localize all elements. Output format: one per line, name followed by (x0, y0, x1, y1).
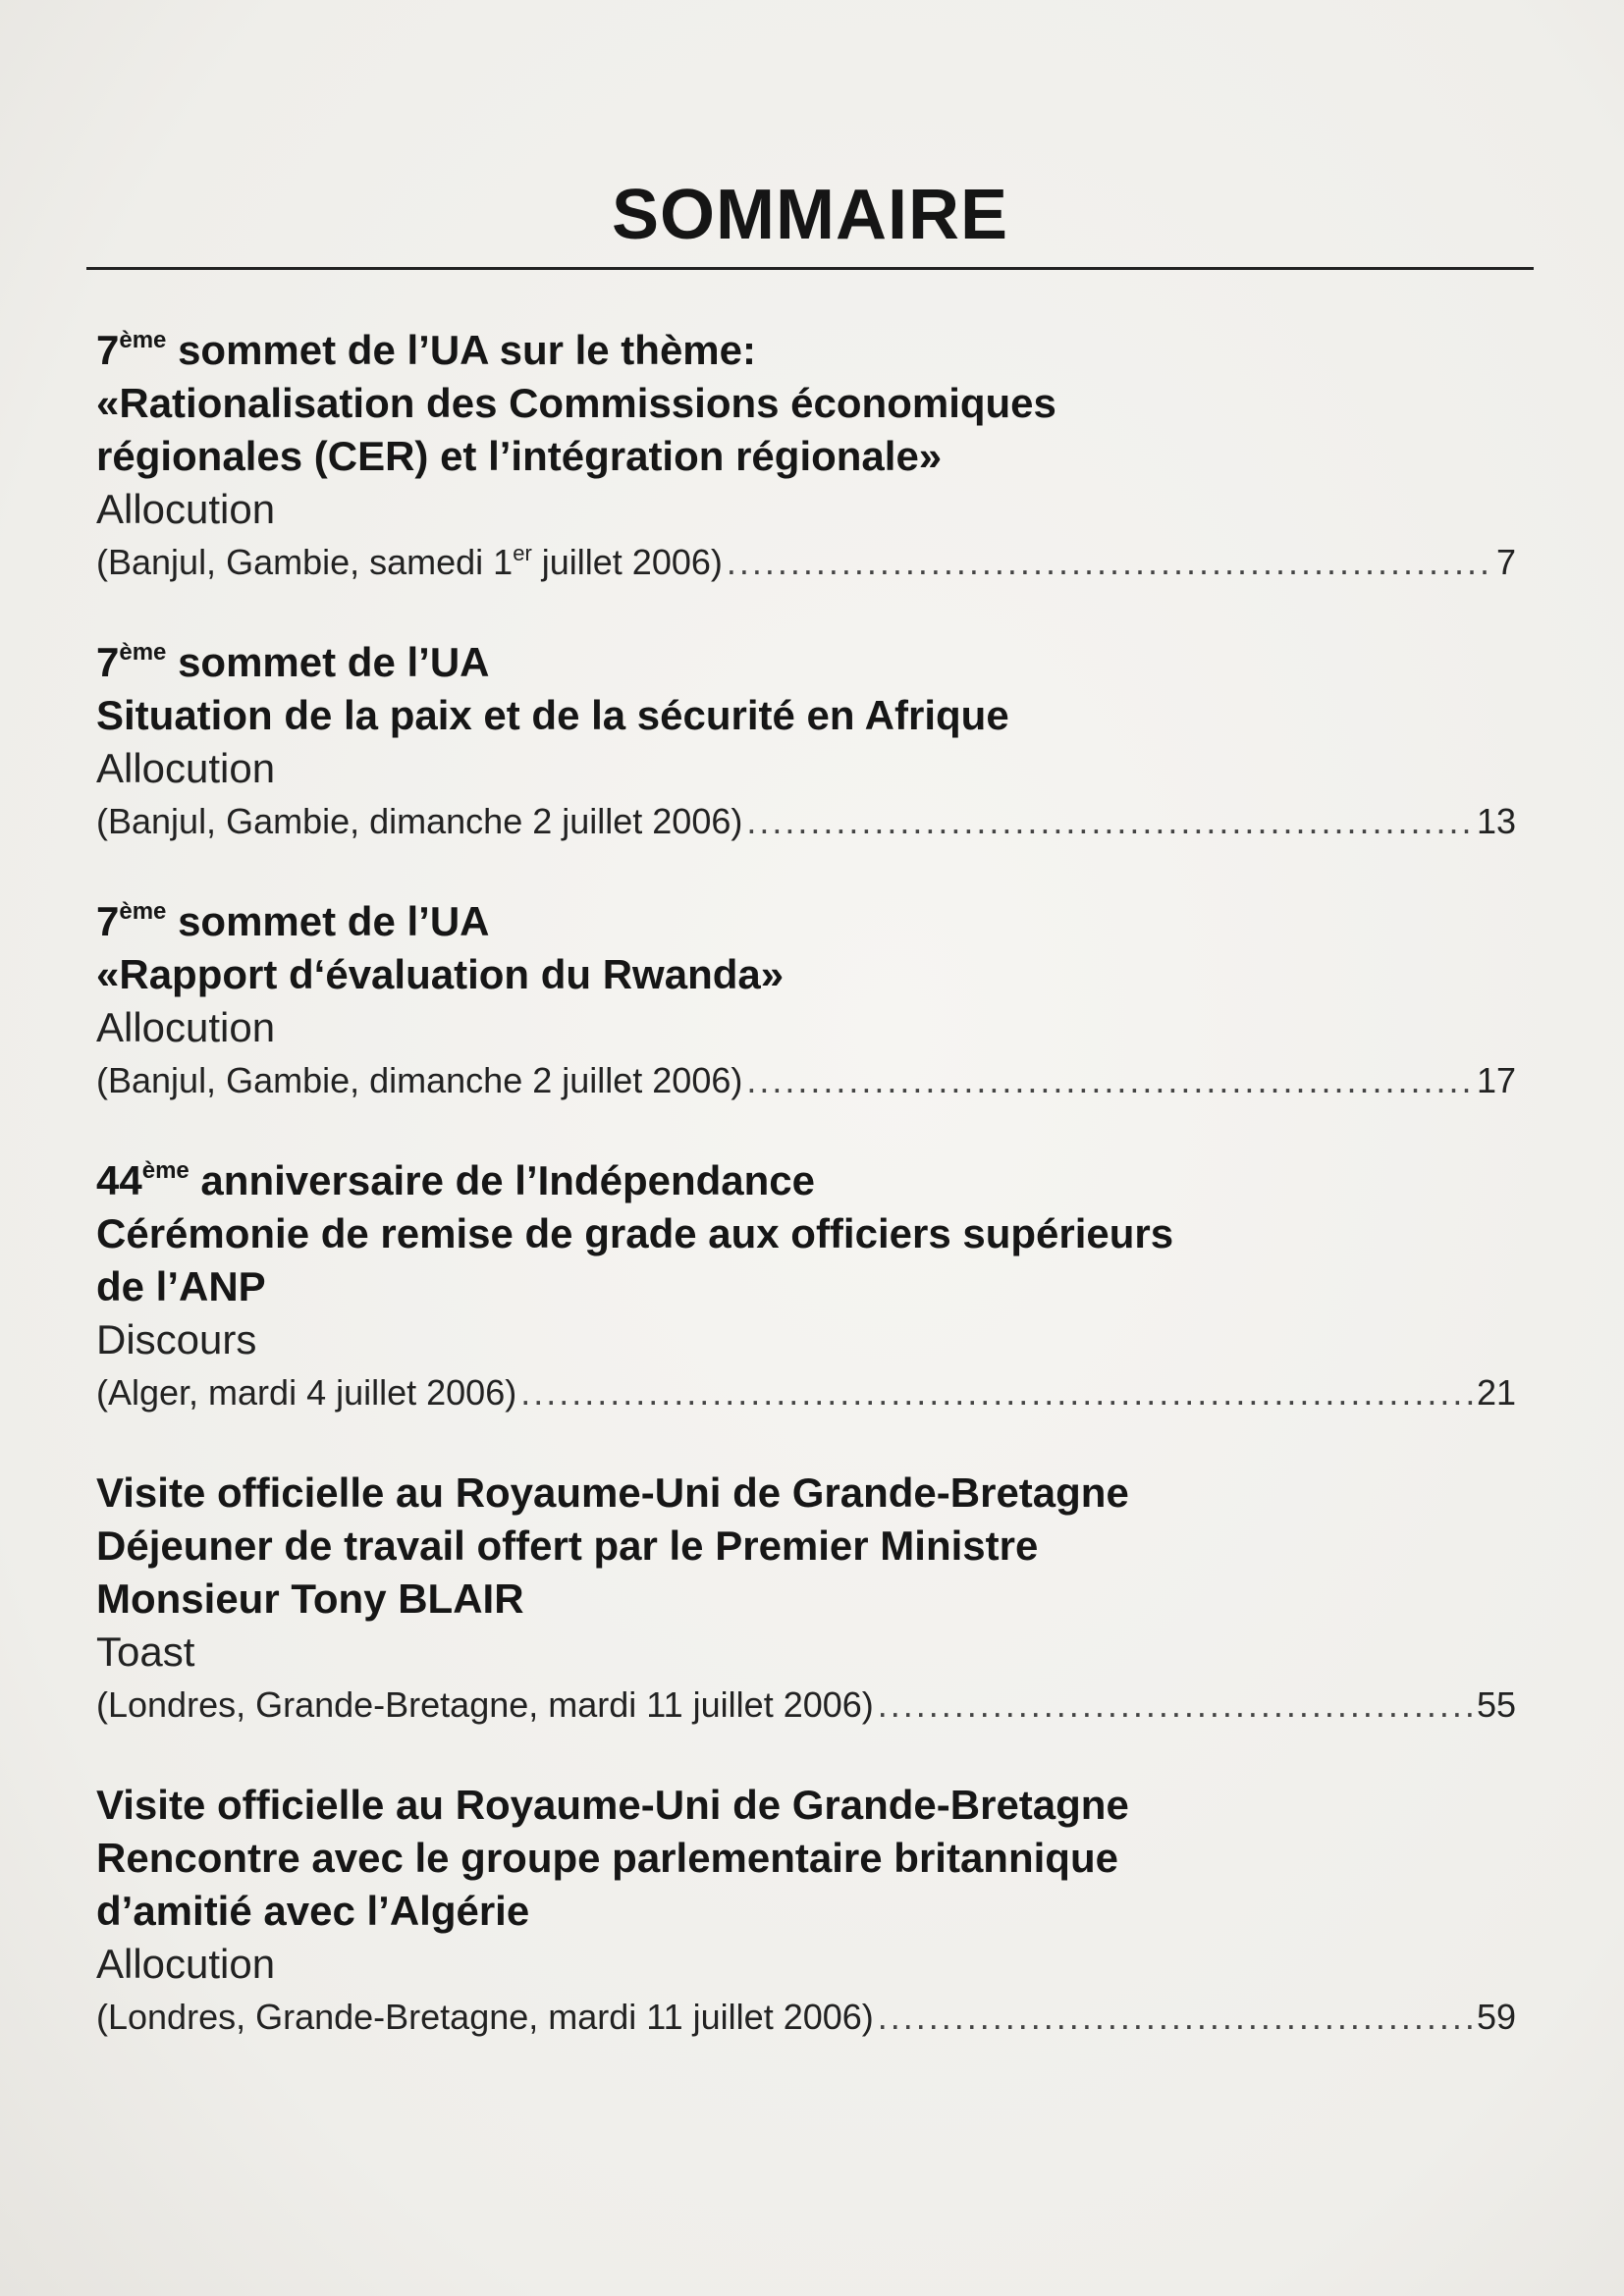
entry-reference (96, 1991, 1516, 2044)
entry-reference (96, 1054, 1516, 1107)
entry-heading-line: d’amitié avec l’Algérie (96, 1888, 530, 1934)
entry-type: Discours (96, 1316, 257, 1362)
entry-place-date: (Londres, Grande-Bretagne, mardi 11 juillet 2006) (96, 1997, 874, 2037)
entry-page-number: 17 (1476, 1060, 1516, 1100)
entry-heading-line: régionales (CER) et l’intégration régionale» (96, 433, 943, 479)
entry-reference (96, 1679, 1516, 1732)
entry-type: Allocution (96, 1004, 276, 1050)
entry-place-date: (Londres, Grande-Bretagne, mardi 11 juillet 2006) (96, 1684, 874, 1725)
entry-heading-line: Monsieur Tony BLAIR (96, 1575, 524, 1622)
entry-place-date: (Banjul, Gambie, samedi 1er juillet 2006) (96, 541, 723, 582)
toc-entry (96, 895, 1516, 1107)
entry-heading-line: Cérémonie de remise de grade aux officiers supérieurs (96, 1210, 1174, 1256)
entry-type: Allocution (96, 486, 276, 532)
entry-heading-line: Rencontre avec le groupe parlementaire britannique (96, 1835, 1118, 1881)
table-of-contents (96, 324, 1516, 2091)
entry-heading-line: de l’ANP (96, 1263, 266, 1309)
toc-entry (96, 324, 1516, 589)
dot-leader (878, 1991, 1473, 2044)
toc-entry (96, 636, 1516, 848)
entry-heading-line: Visite officielle au Royaume-Uni de Grande-Bretagne (96, 1782, 1129, 1828)
entry-page-number: 13 (1476, 801, 1516, 841)
entry-type: Allocution (96, 745, 276, 791)
entry-reference (96, 1366, 1516, 1419)
entry-heading-line: Déjeuner de travail offert par le Premier Ministre (96, 1522, 1039, 1569)
toc-entry (96, 1467, 1516, 1732)
dot-leader (878, 1679, 1473, 1732)
entry-heading-line: 7ème sommet de l’UA sur le thème: (96, 327, 756, 373)
entry-heading-line: Visite officielle au Royaume-Uni de Grande-Bretagne (96, 1469, 1129, 1516)
title-divider (86, 267, 1534, 270)
entry-heading-line: 7ème sommet de l’UA (96, 898, 490, 944)
entry-place-date: (Alger, mardi 4 juillet 2006) (96, 1372, 517, 1413)
entry-heading-line: Situation de la paix et de la sécurité en Afrique (96, 692, 1009, 738)
entry-type: Toast (96, 1629, 195, 1675)
entry-page-number: 59 (1476, 1997, 1516, 2037)
entry-reference (96, 536, 1516, 589)
dot-leader (520, 1366, 1473, 1419)
dot-leader (727, 536, 1492, 589)
entry-page-number: 55 (1476, 1684, 1516, 1725)
entry-heading-line: «Rationalisation des Commissions économiques (96, 380, 1056, 426)
entry-reference (96, 795, 1516, 848)
toc-entry (96, 1779, 1516, 2044)
entry-heading-line: «Rapport d‘évaluation du Rwanda» (96, 951, 785, 997)
dot-leader (746, 795, 1473, 848)
page-title: SOMMAIRE (612, 176, 1008, 254)
entry-place-date: (Banjul, Gambie, dimanche 2 juillet 2006) (96, 1060, 743, 1100)
entry-place-date: (Banjul, Gambie, dimanche 2 juillet 2006) (96, 801, 743, 841)
entry-heading-line: 44ème anniversaire de l’Indépendance (96, 1157, 816, 1203)
entry-page-number: 7 (1495, 542, 1516, 582)
entry-type: Allocution (96, 1941, 276, 1987)
entry-heading-line: 7ème sommet de l’UA (96, 639, 490, 685)
entry-page-number: 21 (1476, 1372, 1516, 1413)
dot-leader (746, 1054, 1473, 1107)
toc-entry (96, 1154, 1516, 1419)
